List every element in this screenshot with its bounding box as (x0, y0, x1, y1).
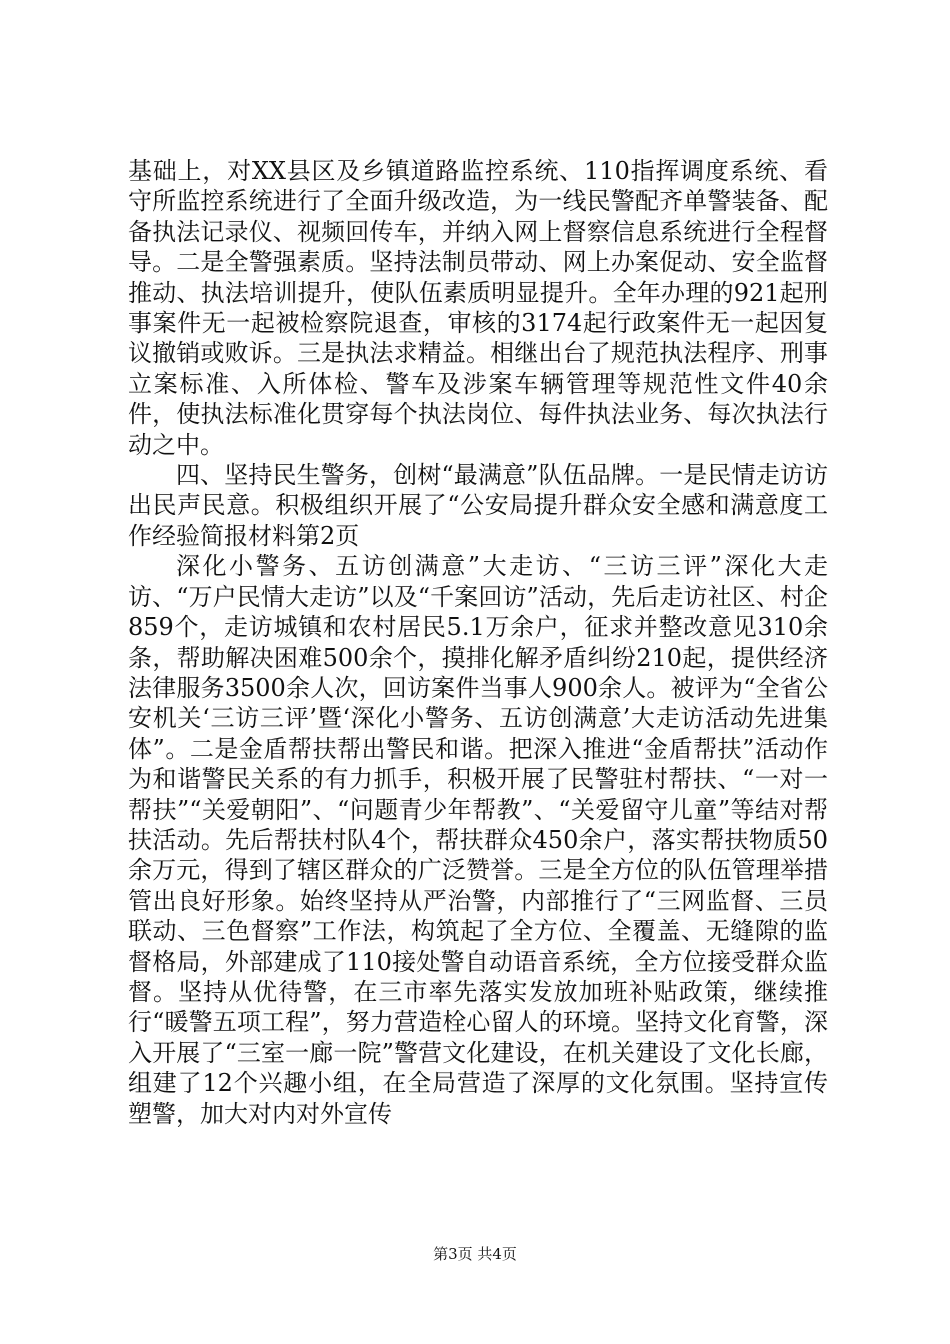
page-number: 第3页 共4页 (433, 1245, 517, 1263)
paragraph-section-four: 四、坚持民生警务，创树“最满意”队伍品牌。一是民情走访访出民声民意。积极组织开展了“公安局提升群众安全感和满意度工作经验简报材料第2页 (128, 461, 828, 550)
document-body (128, 156, 828, 1129)
paragraph-continuation: 基础上，对XX县区及乡镇道路监控系统、110指挥调度系统、看守所监控系统进行了全面升级改造，为一线民警配齐单警装备、配备执法记录仪、视频回传车，并纳入网上督察信息系统进行全程督导。二是全警强素质。坚持法制员带动、网上办案促动、安全监督推动、执法培训提升，使队伍素质明显提升。全年办理的921起刑事案件无一起被检察院退查，审核的3174起行政案件无一起因复议撤销或败诉。三是执法求精益。相继出台了规范执法程序、刑事立案标准、入所体检、警车及涉案车辆管理等规范性文件40余件，使执法标准化贯穿每个执法岗位、每件执法业务、每次执法行动之中。 (128, 157, 828, 459)
page-footer (0, 1244, 950, 1264)
paragraph-visits: 深化小警务、五访创满意”大走访、“三访三评”深化大走访、“万户民情大走访”以及“千案回访”活动，先后走访社区、村企859个，走访城镇和农村居民5.1万余户，征求并整改意见310余条，帮助解决困难500余个，摸排化解矛盾纠纷210起，提供经济法律服务3500余人次，回访案件当事人900余人。被评为“全省公安机关‘三访三评’暨‘深化小警务、五访创满意’大走访活动先进集体”。二是金盾帮扶帮出警民和谐。把深入推进“金盾帮扶”活动作为和谐警民关系的有力抓手，积极开展了民警驻村帮扶、“一对一帮扶”“关爱朝阳”、“问题青少年帮教”、“关爱留守儿童”等结对帮扶活动。先后帮扶村队4个，帮扶群众450余户，落实帮扶物质50余万元，得到了辖区群众的广泛赞誉。三是全方位的队伍管理举措管出良好形象。始终坚持从严治警，内部推行了“三网监督、三员联动、三色督察”工作法，构筑起了全方位、全覆盖、无缝隙的监督格局，外部建成了110接处警自动语音系统，全方位接受群众监督。坚持从优待警，在三市率先落实发放加班补贴政策，继续推行“暖警五项工程”，努力营造栓心留人的环境。坚持文化育警，深入开展了“三室一廊一院”警营文化建设，在机关建设了文化长廊，组建了12个兴趣小组，在全局营造了深厚的文化氛围。坚持宣传塑警，加大对内对外宣传 (128, 552, 828, 1128)
